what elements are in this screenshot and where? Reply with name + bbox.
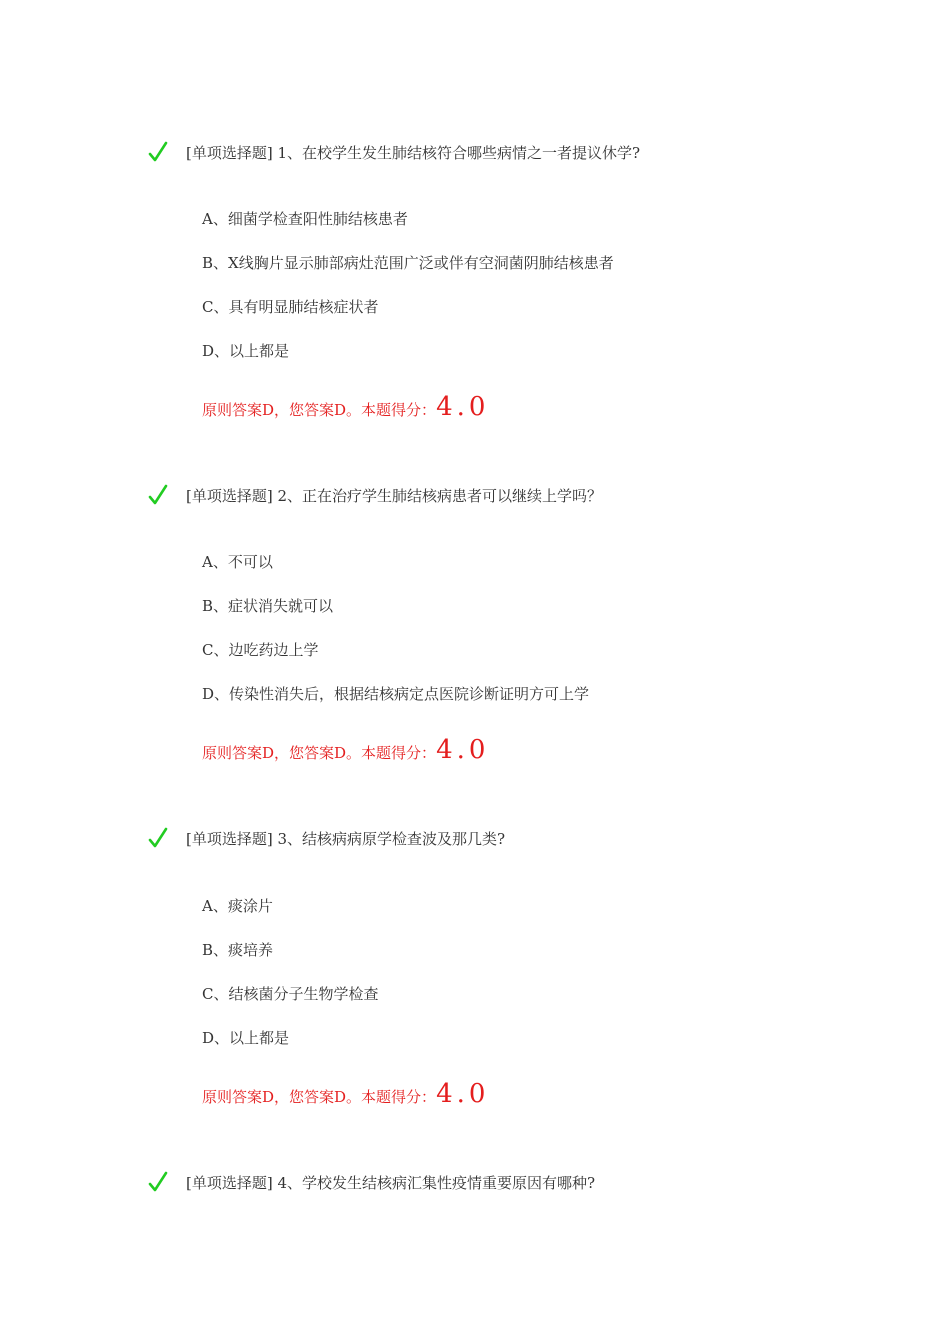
option-a: A、不可以 bbox=[202, 553, 273, 571]
check-icon bbox=[148, 140, 168, 164]
question-stem: [单项选择题] 3、结核病病原学检查波及那几类? bbox=[186, 830, 506, 848]
check-icon bbox=[148, 826, 168, 850]
option-c: C、具有明显肺结核症状者 bbox=[202, 298, 379, 316]
answer-result-text: 原则答案D，您答案D。本题得分： bbox=[202, 1088, 437, 1106]
option-a: A、细菌学检查阳性肺结核患者 bbox=[202, 210, 408, 228]
question-stem: [单项选择题] 1、在校学生发生肺结核符合哪些病情之一者提议休学? bbox=[186, 144, 641, 162]
option-c: C、边吃药边上学 bbox=[202, 641, 319, 659]
option-d: D、传染性消失后，根据结核病定点医院诊断证明方可上学 bbox=[202, 685, 590, 703]
answer-result-text: 原则答案D，您答案D。本题得分： bbox=[202, 744, 437, 762]
option-b: B、症状消失就可以 bbox=[202, 597, 334, 615]
check-icon bbox=[148, 1170, 168, 1194]
question-stem: [单项选择题] 2、正在治疗学生肺结核病患者可以继续上学吗？ bbox=[186, 487, 603, 505]
option-b: B、痰培养 bbox=[202, 941, 274, 959]
score-value: 4.0 bbox=[436, 392, 490, 422]
option-c: C、结核菌分子生物学检查 bbox=[202, 985, 379, 1003]
option-b: B、X线胸片显示肺部病灶范围广泛或伴有空洞菌阴肺结核患者 bbox=[202, 254, 614, 272]
option-a: A、痰涂片 bbox=[202, 897, 273, 915]
answer-result bbox=[202, 735, 489, 765]
check-icon bbox=[148, 483, 168, 507]
answer-result bbox=[202, 1079, 489, 1109]
answer-result-text: 原则答案D，您答案D。本题得分： bbox=[202, 401, 437, 419]
option-d: D、以上都是 bbox=[202, 342, 290, 360]
question-stem: [单项选择题] 4、学校发生结核病汇集性疫情重要原因有哪种? bbox=[186, 1174, 596, 1192]
option-d: D、以上都是 bbox=[202, 1029, 290, 1047]
score-value: 4.0 bbox=[436, 735, 490, 765]
answer-result bbox=[202, 392, 489, 422]
score-value: 4.0 bbox=[436, 1079, 490, 1109]
